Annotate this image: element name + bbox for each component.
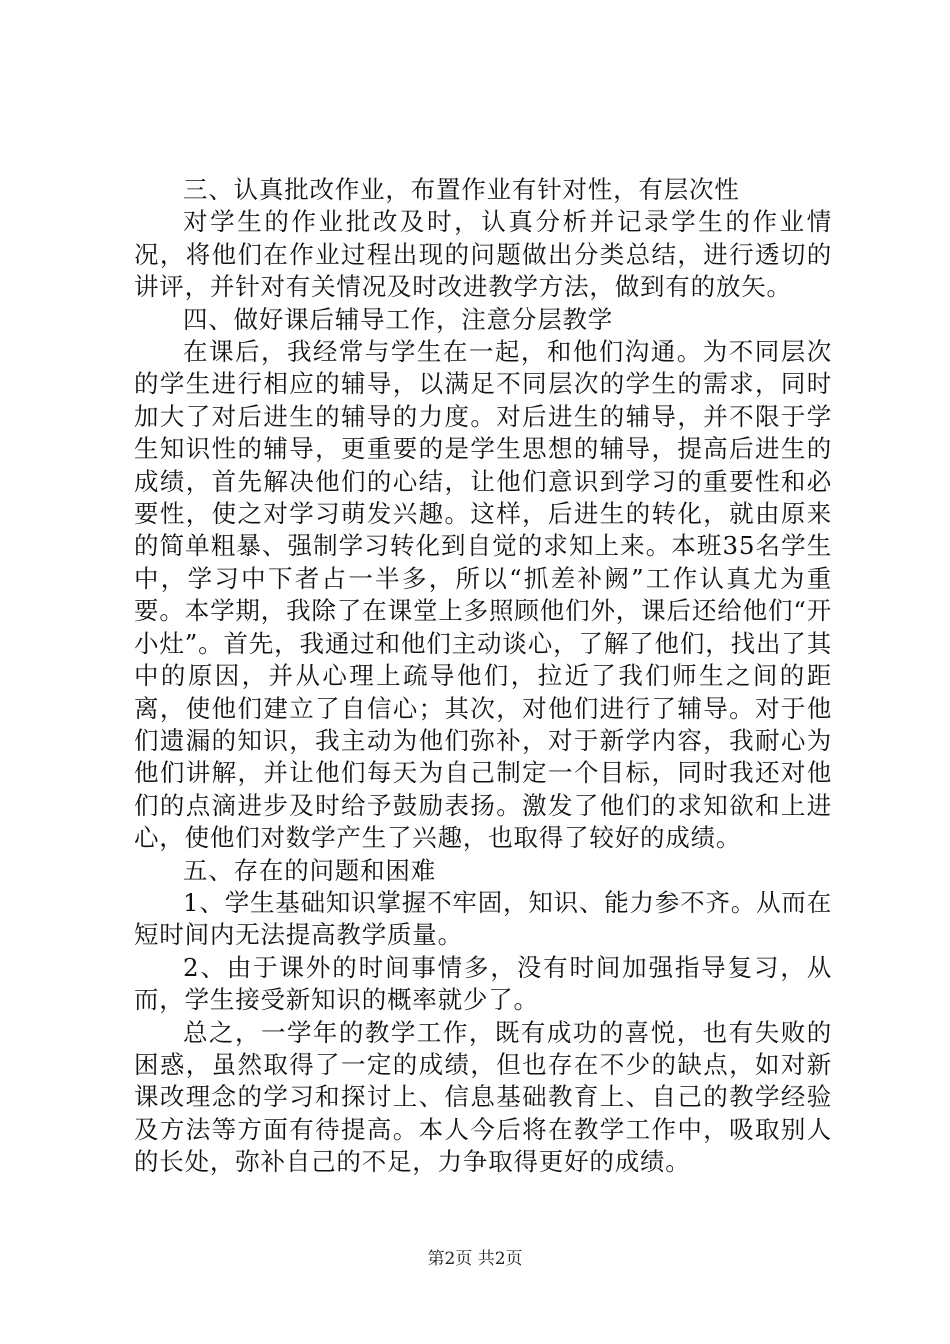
paragraph-problem-2: 2、由于课外的时间事情多，没有时间加强指导复习，从而，学生接受新知识的概率就少了。 [134, 952, 832, 1015]
page-number: 第2页 [427, 1249, 473, 1269]
document-body [134, 174, 832, 1179]
section-heading-5: 五、存在的问题和困难 [183, 855, 436, 885]
section-heading-3: 三、认真批改作业，布置作业有针对性，有层次性 [183, 175, 740, 204]
paragraph-summary: 总之，一学年的教学工作，既有成功的喜悦，也有失败的困惑，虽然取得了一定的成绩，但也存在不少的缺点，如对新课改理念的学习和探讨上、信息基础教育上、自己的教学经验及方法等方面有待提高。本人今后将在教学工作中，吸取别人的长处，弥补自己的不足，力争取得更好的成绩。 [134, 1017, 832, 1177]
paragraph-tutoring: 在课后，我经常与学生在一起，和他们沟通。为不同层次的学生进行相应的辅导，以满足不同层次的学生的需求，同时加大了对后进生的辅导的力度。对后进生的辅导，并不限于学生知识性的辅导，更重要的是学生思想的辅导，提高后进生的成绩，首先解决他们的心结，让他们意识到学习的重要性和必要性，使之对学习萌发兴趣。这样，后进生的转化，就由原来的简单粗暴、强制学习转化到自觉的求知上来。本班35名学生中，学习中下者占一半多，所以“抓差补阙”工作认真尤为重要。本学期，我除了在课堂上多照顾他们外，课后还给他们“开小灶”。首先，我通过和他们主动谈心，了解了他们，找出了其中的原因，并从心理上疏导他们，拉近了我们师生之间的距离，使他们建立了自信心；其次，对他们进行了辅导。对于他们遗漏的知识，我主动为他们弥补，对于新学内容，我耐心为他们讲解，并让他们每天为自己制定一个目标，同时我还对他们的点滴进步及时给予鼓励表扬。激发了他们的求知欲和上进心，使他们对数学产生了兴趣，也取得了较好的成绩。 [134, 337, 833, 853]
paragraph-problem-1: 1、学生基础知识掌握不牢固，知识、能力参不齐。从而在短时间内无法提高教学质量。 [134, 887, 832, 950]
section-heading-4: 四、做好课后辅导工作，注意分层教学 [183, 304, 614, 334]
paragraph-homework: 对学生的作业批改及时，认真分析并记录学生的作业情况，将他们在作业过程出现的问题做出分类总结，进行透切的讲评，并针对有关情况及时改进教学方法，做到有的放矢。 [134, 207, 832, 302]
page-total: 共2页 [477, 1249, 523, 1269]
page-footer [0, 1244, 950, 1269]
